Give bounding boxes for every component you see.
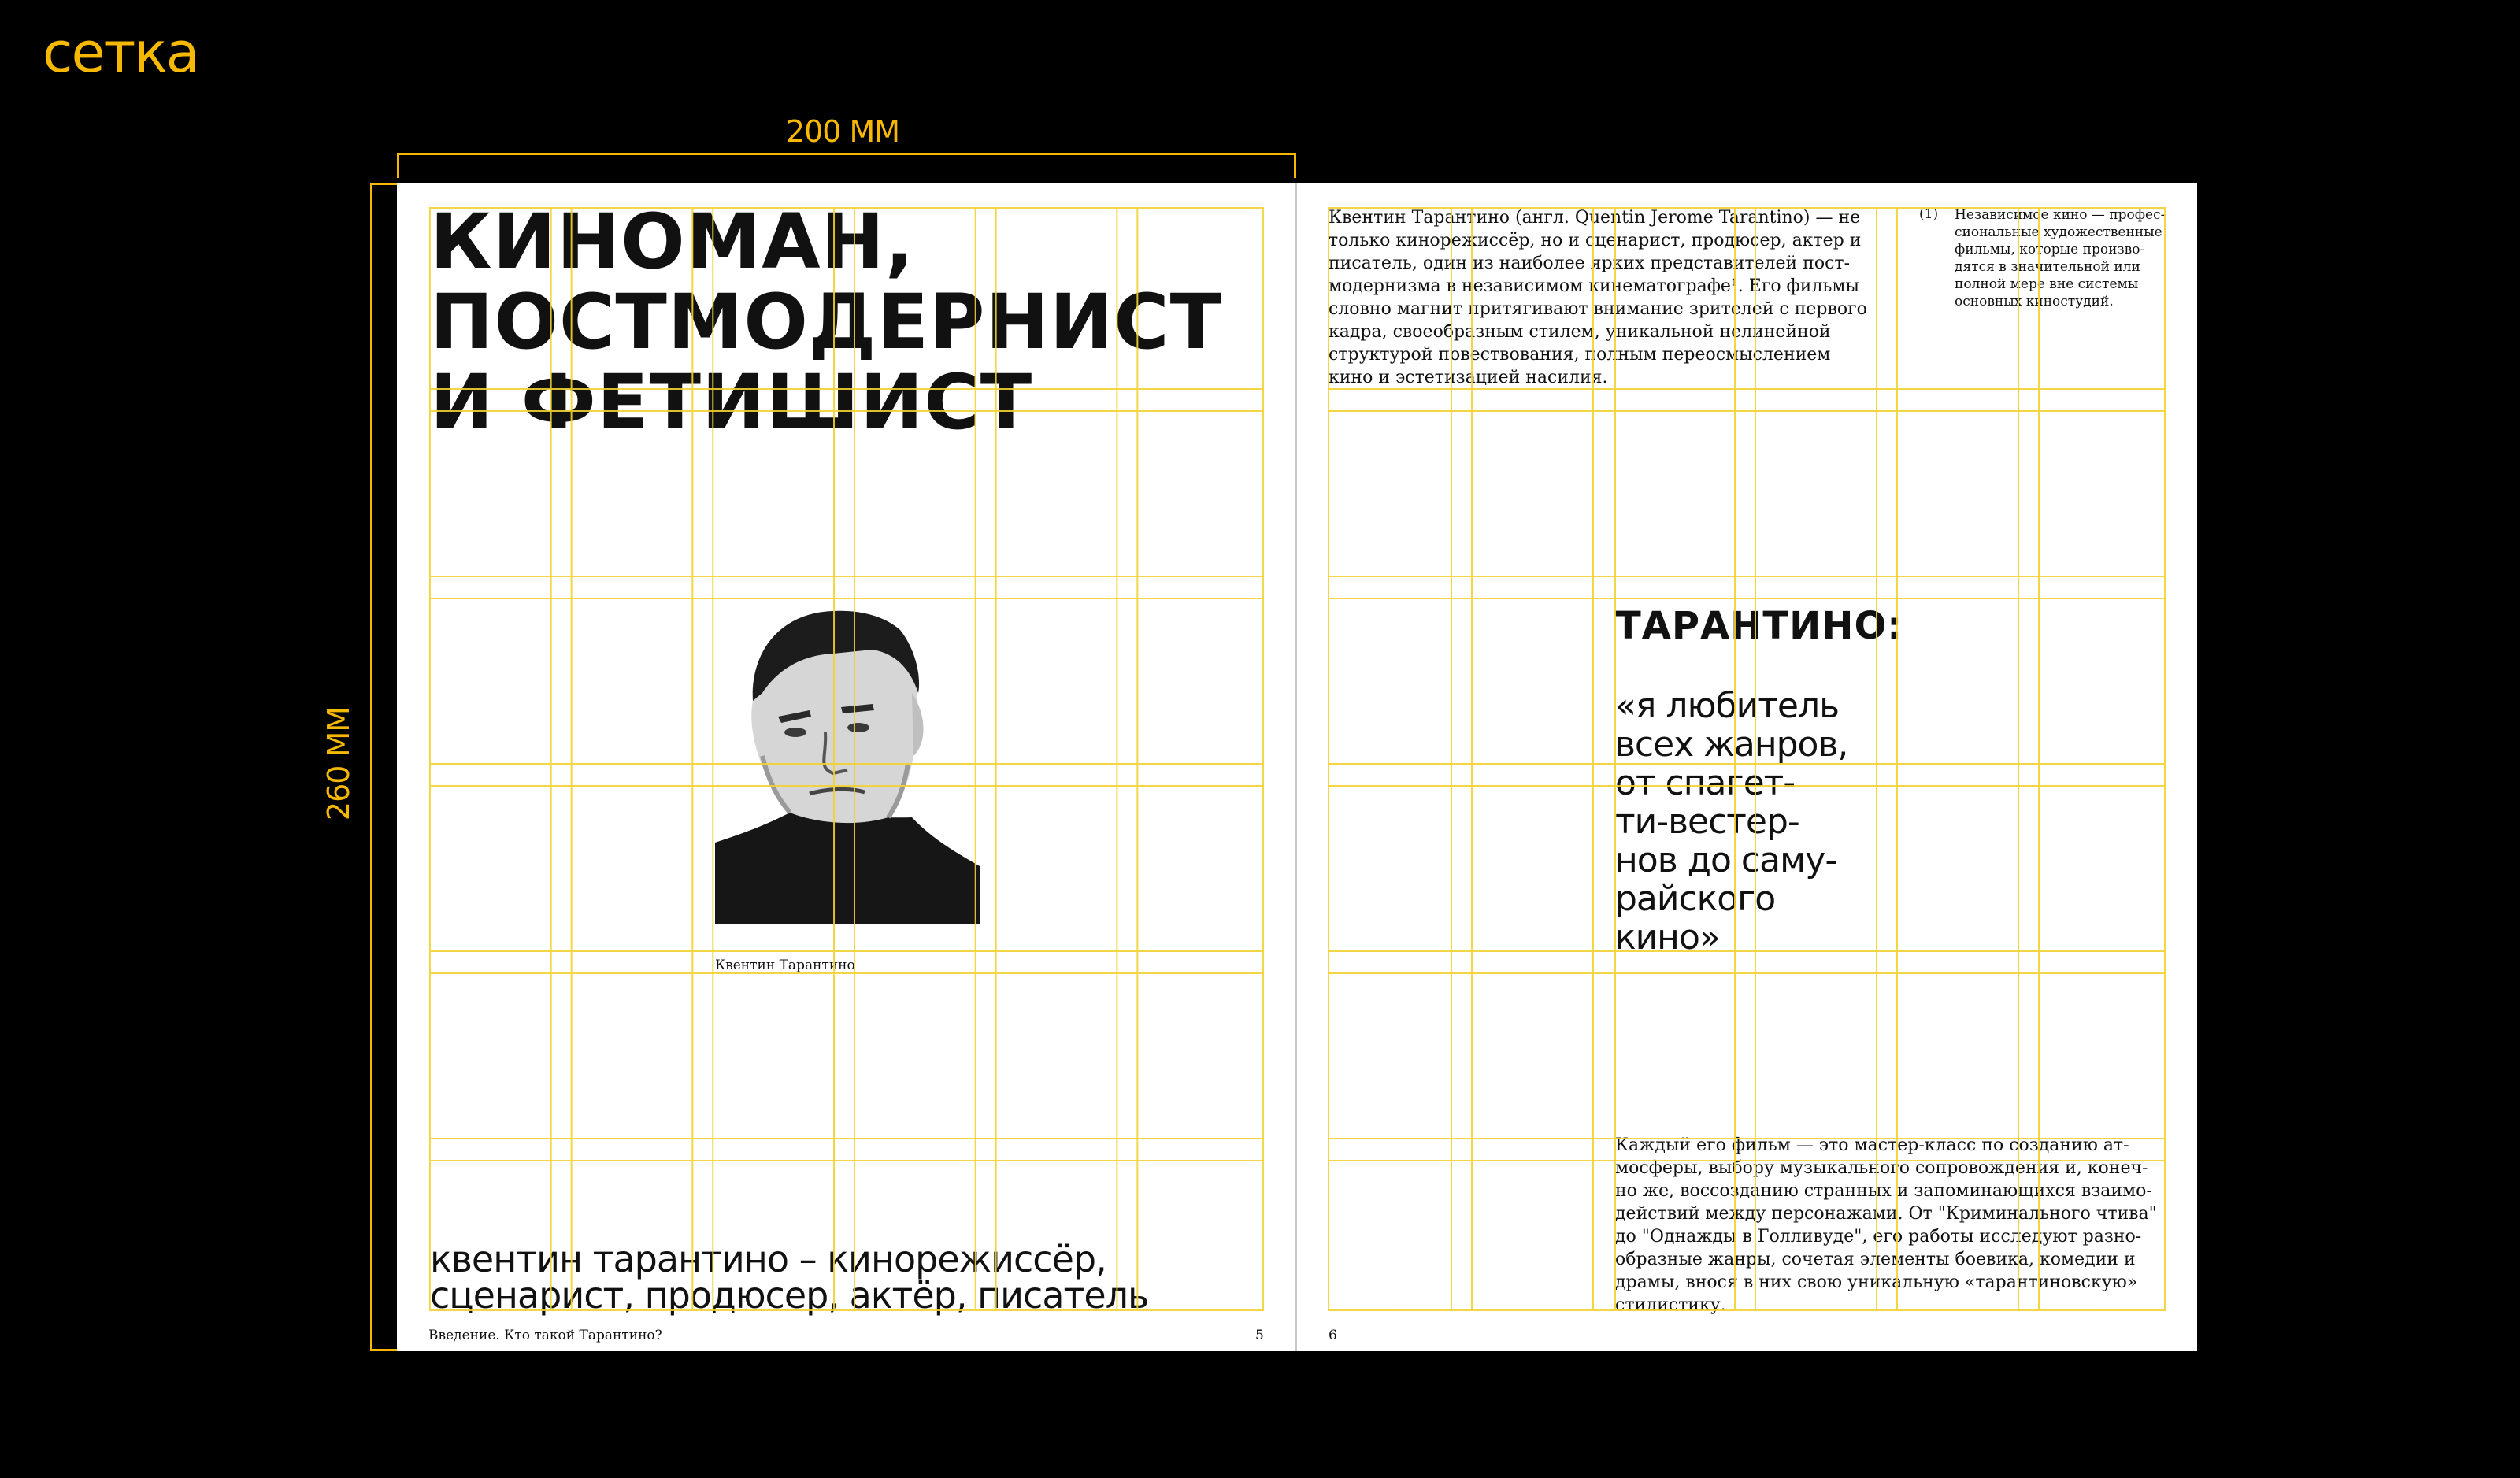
logo: сетка bbox=[43, 20, 198, 85]
quote-line: кино» bbox=[1615, 917, 1720, 958]
portrait-photo bbox=[715, 606, 980, 924]
height-dimension-label: 260 ММ bbox=[321, 706, 356, 821]
body-line: модернизма в независимом кинематографе¹. Его фильмы bbox=[1329, 276, 1860, 296]
quote-line: нов до саму- bbox=[1615, 840, 1837, 880]
footnote-line: полной мере вне системы bbox=[1955, 276, 2139, 292]
width-dimension-tick-left bbox=[397, 153, 399, 178]
body-line: Квентин Тарантино (англ. Quentin Jerome Tarantino) — не bbox=[1329, 208, 1861, 228]
body2-line: действий между персонажами. От "Криминального чтива" bbox=[1615, 1204, 2157, 1224]
body-text-secondary bbox=[1615, 1134, 2166, 1317]
body-line: словно магнит притягивают внимание зрителей с первого bbox=[1329, 299, 1867, 319]
footnote-text bbox=[1955, 206, 2191, 310]
height-dimension-tick-bottom bbox=[370, 1349, 397, 1351]
footnote-number: (1) bbox=[1919, 206, 1939, 222]
running-footer: Введение. Кто такой Тарантино? bbox=[428, 1328, 662, 1343]
headline-line: ПОСТМОДЕРНИСТ bbox=[430, 278, 1223, 366]
body2-line: стилистику. bbox=[1615, 1295, 1726, 1315]
quote-line: ти-вестер- bbox=[1615, 802, 1799, 842]
pull-quote bbox=[1615, 687, 1899, 957]
intro-line: сценарист, продюсер, актёр, писатель bbox=[430, 1274, 1149, 1317]
body-line: кадра, своеобразным стилем, уникальной нелинейной bbox=[1329, 322, 1831, 342]
intro-text bbox=[430, 1238, 1280, 1317]
quote-line: всех жанров, bbox=[1615, 724, 1848, 765]
headline bbox=[430, 198, 1265, 446]
height-dimension-line bbox=[370, 183, 372, 1351]
footnote-line: фильмы, которые произво- bbox=[1955, 242, 2145, 257]
footnote-line: сиональные художественные bbox=[1955, 224, 2162, 240]
body-line: только кинорежиссёр, но и сценарист, продюсер, актер и bbox=[1329, 231, 1862, 250]
body2-line: но же, воссозданию странных и запоминающихся взаимо- bbox=[1615, 1181, 2152, 1201]
body2-line: образные жанры, сочетая элементы боевика, комедии и bbox=[1615, 1250, 2136, 1269]
page-number-left: 5 bbox=[1255, 1328, 1264, 1343]
body2-line: мосферы, выбору музыкального сопровождения и, конеч- bbox=[1615, 1158, 2148, 1178]
body2-line: драмы, внося в них свою уникальную «тарантиновскую» bbox=[1615, 1272, 2138, 1292]
photo-caption: Квентин Тарантино bbox=[715, 958, 855, 973]
body2-line: Каждый его фильм — это мастер-класс по созданию ат- bbox=[1615, 1135, 2129, 1155]
footnote-line: дятся в значительной или bbox=[1955, 259, 2140, 275]
quote-line: райского bbox=[1615, 879, 1776, 919]
body-text bbox=[1329, 206, 1896, 389]
body2-line: до "Однажды в Голливуде", его работы исследуют разно- bbox=[1615, 1227, 2142, 1246]
footnote-line: Независимое кино — профес- bbox=[1955, 207, 2166, 223]
right-page bbox=[1297, 183, 2197, 1351]
width-dimension-label: 200 ММ bbox=[785, 114, 900, 149]
intro-line: квентин тарантино – кинорежиссёр, bbox=[430, 1238, 1106, 1280]
left-page bbox=[397, 183, 1297, 1351]
headline-line: КИНОМАН, bbox=[430, 198, 915, 286]
body-line: структурой повествования, полным переосмыслением bbox=[1329, 345, 1831, 365]
height-dimension-tick-top bbox=[370, 183, 397, 185]
width-dimension-tick-right bbox=[1294, 153, 1296, 178]
body-line: писатель, один из наиболее ярких представителей пост- bbox=[1329, 254, 1851, 273]
body-line: кино и эстетизацией насилия. bbox=[1329, 368, 1608, 387]
quote-line: «я любитель bbox=[1615, 686, 1840, 726]
headline-line: И ФЕТИШИСТ bbox=[430, 358, 1033, 446]
page-number-right: 6 bbox=[1329, 1328, 1337, 1343]
quote-heading: ТАРАНТИНО: bbox=[1615, 604, 1903, 648]
quote-line: от спагет- bbox=[1615, 763, 1796, 803]
width-dimension-line bbox=[397, 153, 1296, 155]
footnote-line: основных киностудий. bbox=[1955, 294, 2114, 309]
